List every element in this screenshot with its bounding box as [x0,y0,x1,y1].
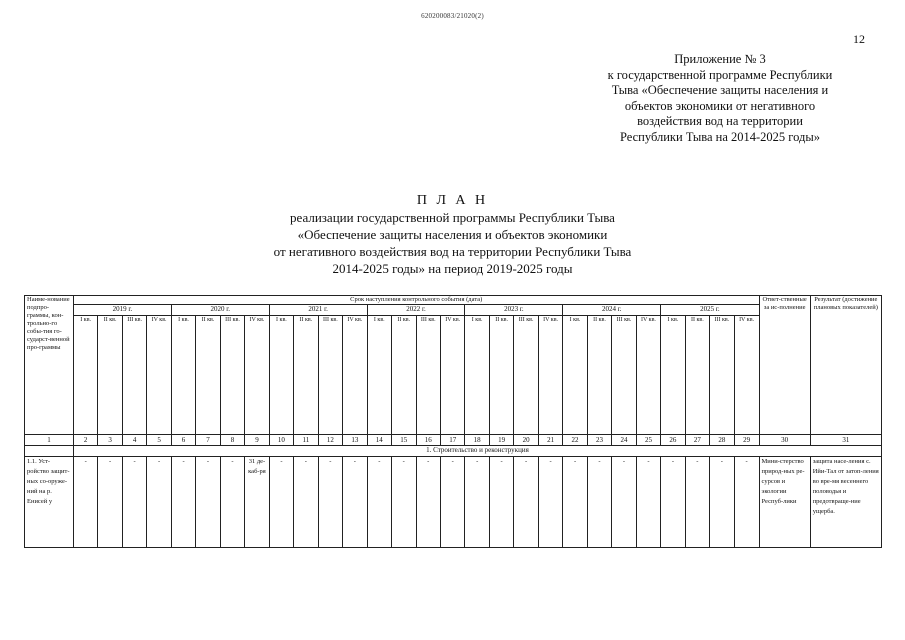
column-number: 25 [636,435,660,446]
year-header: 2022 г. [367,305,465,316]
year-header: 2023 г. [465,305,563,316]
column-number: 28 [710,435,734,446]
date-cell: - [367,457,391,548]
column-number: 26 [661,435,685,446]
date-cell: - [196,457,220,548]
plan-line: 2014-2025 годы» на период 2019-2025 годы [332,261,573,276]
column-number: 23 [587,435,611,446]
date-cell: - [440,457,464,548]
quarter-header: I кв. [367,316,391,435]
year-header: 2020 г. [171,305,269,316]
column-number: 27 [685,435,709,446]
column-number: 24 [612,435,636,446]
appendix-block [555,52,885,145]
quarter-header: IV кв. [636,316,660,435]
quarter-header: III кв. [710,316,734,435]
column-number: 5 [147,435,171,446]
date-cell: - [685,457,709,548]
quarter-header: I кв. [563,316,587,435]
date-cell: - [734,457,759,548]
column-number: 14 [367,435,391,446]
quarter-header: IV кв. [343,316,367,435]
quarter-header: II кв. [587,316,611,435]
date-cell: - [489,457,513,548]
appendix-line: к государственной программе Республики [607,67,833,82]
date-cell: - [416,457,440,548]
plan-heading [0,192,905,277]
header-responsible-column: Ответ-ственные за ис-полнение [759,296,810,435]
quarter-header: I кв. [465,316,489,435]
column-number: 12 [318,435,342,446]
quarter-header: II кв. [392,316,416,435]
plan-line: от негативного воздействия вод на территории Республики Тыва [273,244,632,259]
year-header: 2019 г. [73,305,171,316]
appendix-line: Республики Тыва на 2014-2025 годы» [619,129,821,144]
date-cell: - [269,457,293,548]
column-number: 19 [489,435,513,446]
date-cell: - [563,457,587,548]
appendix-line: Тыва «Обеспечение защиты населения и [611,83,829,97]
date-cell: - [122,457,146,548]
date-cell: - [392,457,416,548]
quarter-header: IV кв. [538,316,562,435]
column-number: 11 [294,435,318,446]
column-number: 10 [269,435,293,446]
column-number: 30 [759,435,810,446]
quarter-header: III кв. [122,316,146,435]
column-number: 7 [196,435,220,446]
date-cell: - [147,457,171,548]
date-cell: - [294,457,318,548]
column-number: 9 [245,435,269,446]
plan-line: «Обеспечение защиты населения и объектов экономики [297,227,608,242]
column-number: 22 [563,435,587,446]
date-cell: - [171,457,195,548]
column-number: 16 [416,435,440,446]
appendix-line: объектов экономики от негативного [624,98,816,113]
quarter-header: III кв. [318,316,342,435]
row-name-cell: 1.1. Уст-ройство защит-ных со-оруже-ний на р. Енисей у [25,457,74,548]
date-cell: - [343,457,367,548]
column-number: 17 [440,435,464,446]
page-number: 12 [853,32,865,46]
column-number: 8 [220,435,244,446]
date-cell: - [661,457,685,548]
column-number: 6 [171,435,195,446]
appendix-line: воздействия вод на территории [637,114,803,128]
quarter-header: II кв. [98,316,122,435]
quarter-header: IV кв. [734,316,759,435]
document-id: 620200083/21020(2) [421,12,484,20]
year-header: 2021 г. [269,305,367,316]
date-cell: - [220,457,244,548]
header-result-column: Результат (достижение плановых показателей) [810,296,881,435]
plan-title: П Л А Н [416,193,489,208]
appendix-line: Приложение № 3 [674,52,766,66]
header-name-column: Наиме-нование подпро-граммы, кон-трольно-го собы-тия го-сударст-венной про-граммы [25,296,74,435]
section-spacer [25,446,74,457]
quarter-header: I кв. [269,316,293,435]
column-number: 13 [343,435,367,446]
date-cell: 31 де-каб-ря [245,457,269,548]
date-cell: - [514,457,538,548]
date-cell: - [636,457,660,548]
column-number: 2 [73,435,97,446]
column-number: 1 [25,435,74,446]
date-cell: - [318,457,342,548]
responsible-cell: Мини-стерство природ-ных ре-сурсов и экологии Респуб-лики [759,457,810,548]
date-cell: - [710,457,734,548]
date-cell: - [73,457,97,548]
quarter-header: III кв. [416,316,440,435]
column-number: 20 [514,435,538,446]
quarter-header: IV кв. [245,316,269,435]
quarter-header: I кв. [661,316,685,435]
quarter-header: IV кв. [440,316,464,435]
quarter-header: I кв. [171,316,195,435]
year-header: 2024 г. [563,305,661,316]
header-deadline-column: Срок наступления контрольного события (дата) [73,296,759,305]
column-number: 15 [392,435,416,446]
section-title: 1. Строительство и реконструкция [73,446,881,457]
quarter-header: II кв. [196,316,220,435]
date-cell: - [612,457,636,548]
date-cell: - [98,457,122,548]
quarter-header: II кв. [489,316,513,435]
quarter-header: IV кв. [147,316,171,435]
quarter-header: III кв. [220,316,244,435]
plan-table [24,295,882,548]
column-number: 18 [465,435,489,446]
quarter-header: II кв. [685,316,709,435]
column-number: 29 [734,435,759,446]
column-number: 3 [98,435,122,446]
quarter-header: III кв. [612,316,636,435]
column-number: 31 [810,435,881,446]
quarter-header: II кв. [294,316,318,435]
quarter-header: I кв. [73,316,97,435]
date-cell: - [538,457,562,548]
column-number: 21 [538,435,562,446]
year-header: 2025 г. [661,305,759,316]
column-number: 4 [122,435,146,446]
date-cell: - [587,457,611,548]
date-cell: - [465,457,489,548]
plan-line: реализации государственной программы Республики Тыва [290,210,615,225]
result-cell: защита насе-ления с. Ийи-Тал от затоп-ления во вре-мя весеннего половодья и предотвраще-ние ущерба. [810,457,881,548]
quarter-header: III кв. [514,316,538,435]
